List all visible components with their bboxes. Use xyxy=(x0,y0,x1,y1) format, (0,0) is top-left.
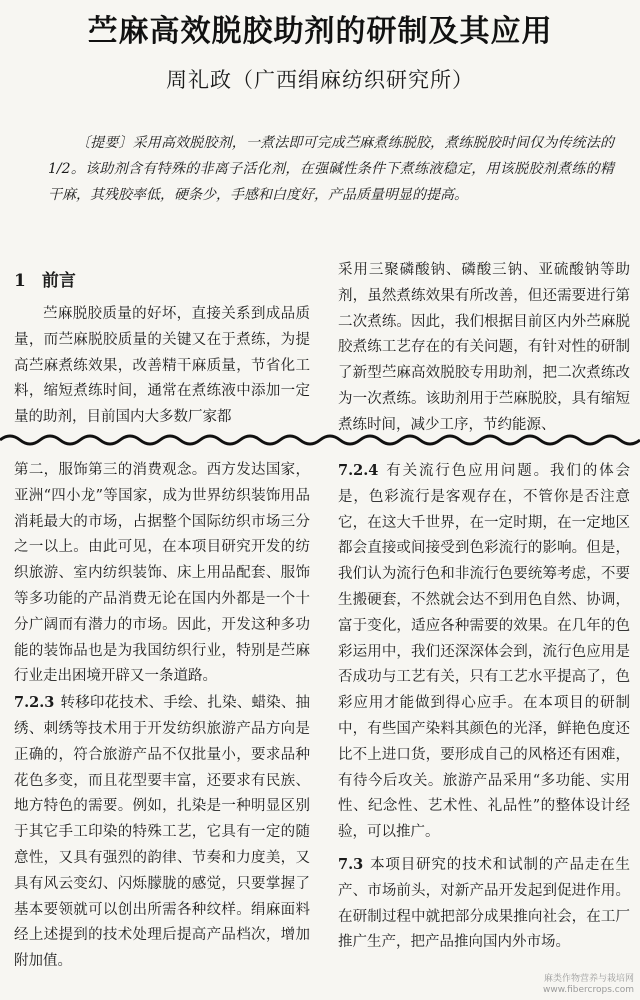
section-7-2-4 xyxy=(338,458,630,846)
section-7-3 xyxy=(338,852,630,956)
watermark xyxy=(543,974,634,996)
section-number: 7.2.3 xyxy=(14,694,55,712)
section-number: 7.2.4 xyxy=(338,462,379,479)
abstract: 〔提要〕采用高效脱胶剂，一煮法即可完成苎麻煮练脱胶，煮练脱胶时间仅为传统法的1/2。该助剂含有特殊的非离子活化剂，在强碱性条件下煮练液稳定，用该脱胶剂煮练的精干麻，其残胶率低，硬条少，手感和白度好，产品质量明显的提高。 xyxy=(48,135,614,203)
section-7-2-3 xyxy=(14,690,310,975)
section-7-2-4-text: 有关流行色应用问题。我们的体会是，色彩流行是客观存在，不管你是否注意它，在这大千世界，在一定时期，在一定地区都会直接或间接受到色彩流行的影响。但是，我们认为流行色和非流行色要统筹考虑，不要生搬硬套，不然就会达不到用色自然、协调，富于变化，适应各种需要的效果。在几年的色彩运用中，我们还深深体会到，流行色应用是否成功与工艺有关，只有工艺水平提高了，色彩应用才能做到得心应手。在本项目的研制中，有些国产染料其颜色的光泽，鲜艳色度还比不上进口货，要形成自己的风格还有困难，有待今后攻关。旅游产品采用“多功能、实用性、纪念性、艺术性、礼品性”的整体设计经验，可以推广。 xyxy=(338,463,630,841)
section-title: 前言 xyxy=(41,271,76,291)
column-left-bottom xyxy=(14,458,310,975)
watermark-url: www.fibercrops.com xyxy=(543,985,634,995)
page-break-wavy-line xyxy=(0,428,640,452)
market-paragraph: 第二，服饰第三的消费观念。西方发达国家，亚洲“四小龙”等国家，成为世界纺织装饰用品消耗最大的市场，占据整个国际纺织市场三分之一以上。由此可见，在本项目研究开发的纺织旅游、室内纺织装饰、床上用品配套、服饰等多功能的产品消费无论在国内外都是一个十分广阔而有潜力的市场。因此，开发这种多功能的装饰品也是为我国纺织行业，特别是苎麻行业走出困境开辟又一条道路。 xyxy=(14,462,310,685)
column-left-top xyxy=(14,268,310,431)
watermark-site-name: 麻类作物营养与栽培网 xyxy=(543,974,634,984)
column-right-bottom xyxy=(338,458,630,956)
column-right-top xyxy=(338,258,630,439)
section-heading-introduction xyxy=(14,268,310,294)
paper-title: 苎麻高效脱胶助剂的研制及其应用 xyxy=(87,14,553,49)
intro-paragraph-continued: 采用三聚磷酸钠、磷酸三钠、亚硫酸钠等助剂，虽然煮练效果有所改善，但还需要进行第二次煮练。因此，我们根据目前区内外苎麻脱胶煮练工艺存在的有关问题，有针对性的研制了新型苎麻高效脱胶专用助剂，把二次煮练改为一次煮练。该助剂用于苎麻脱胶，具有缩短煮练时间，减少工序，节约能源、 xyxy=(338,262,630,433)
author-line: 周礼政（广西绢麻纺织研究所） xyxy=(166,68,474,92)
section-7-3-text: 本项目研究的技术和试制的产品走在生产、市场前头，对新产品开发起到促进作用。在研制过程中就把部分成果推向社会，在工厂推广生产，把产品推向国内外市场。 xyxy=(338,856,630,951)
section-7-2-3-text: 转移印花技术、手绘、扎染、蜡染、抽绣、刺绣等技术用于开发纺织旅游产品方向是正确的，符合旅游产品不仅批量小，要求品种花色多变，而且花型要丰富，还要求有民族、地方特色的需要。例如，扎染是一种明显区别于其它手工印染的特殊工艺，它具有一定的随意性，又具有强烈的韵律、节奏和力度美，又具有风云变幻、闪烁朦胧的感觉，只要掌握了基本要领就可以创出所需各种纹样。绢麻面料经上述提到的技术处理后提高产品档次，增加附加值。 xyxy=(14,695,310,970)
section-number: 1 xyxy=(14,271,26,291)
intro-paragraph: 苎麻脱胶质量的好坏，直接关系到成品质量，而苎麻脱胶质量的关键又在于煮练，为提高苎麻煮练效果，改善精干麻质量，节省化工料，缩短煮练时间，通常在煮练液中添加一定量的助剂，目前国内大多数厂家都 xyxy=(14,306,310,426)
section-number: 7.3 xyxy=(338,855,364,873)
